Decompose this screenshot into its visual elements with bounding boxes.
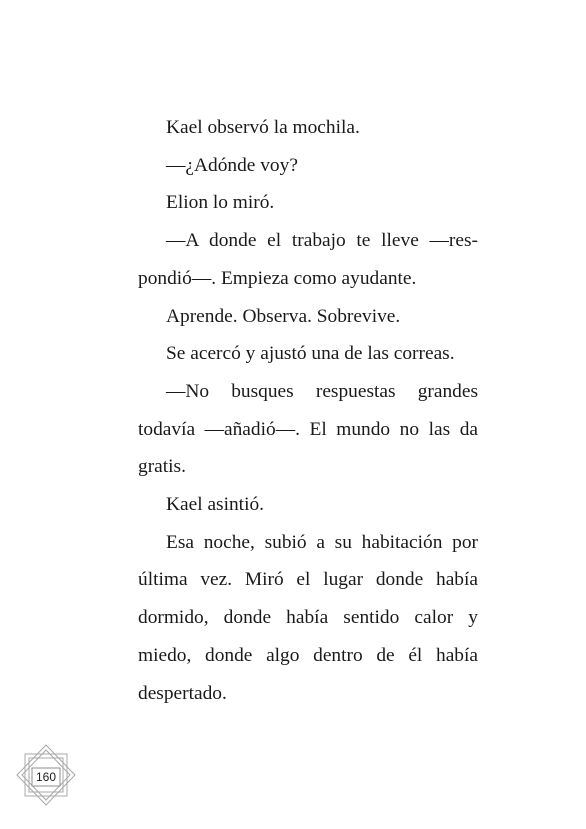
text-line: dormido, donde había sentido calor y bbox=[138, 607, 478, 629]
paragraph bbox=[138, 524, 478, 562]
paragraph bbox=[138, 298, 478, 336]
text-line: pondió—. Empieza como ayudante. bbox=[138, 267, 417, 289]
paragraph bbox=[138, 184, 478, 222]
page-number-badge bbox=[14, 742, 78, 808]
text-line: Kael observó la mochila. bbox=[166, 117, 360, 138]
text-line: —No busques respuestas grandes bbox=[166, 380, 478, 402]
text-line: todavía —añadió—. El mundo no las da bbox=[138, 418, 478, 440]
text-line: Se acercó y ajustó una de las correas. bbox=[166, 343, 455, 365]
paragraph bbox=[138, 109, 478, 147]
text-line: despertado. bbox=[138, 682, 227, 704]
paragraph bbox=[138, 373, 478, 411]
text-line: miedo, donde algo dentro de él había bbox=[138, 644, 478, 666]
text-line: —A donde el trabajo te lleve —res- bbox=[166, 230, 478, 252]
text-line: Elion lo miró. bbox=[166, 192, 275, 214]
paragraph bbox=[138, 222, 478, 260]
paragraph bbox=[138, 147, 478, 185]
page-number: 160 bbox=[35, 770, 57, 784]
text-line: gratis. bbox=[138, 456, 186, 478]
paragraph bbox=[138, 486, 478, 524]
paragraph bbox=[138, 335, 478, 373]
text-line: —¿Adónde voy? bbox=[166, 154, 298, 176]
text-line: última vez. Miró el lugar donde había bbox=[138, 569, 478, 591]
text-line: Kael asintió. bbox=[166, 494, 265, 516]
text-line: Esa noche, subió a su habitación por bbox=[166, 531, 478, 553]
body-text bbox=[138, 109, 478, 712]
text-line: Aprende. Observa. Sobrevive. bbox=[166, 305, 401, 327]
